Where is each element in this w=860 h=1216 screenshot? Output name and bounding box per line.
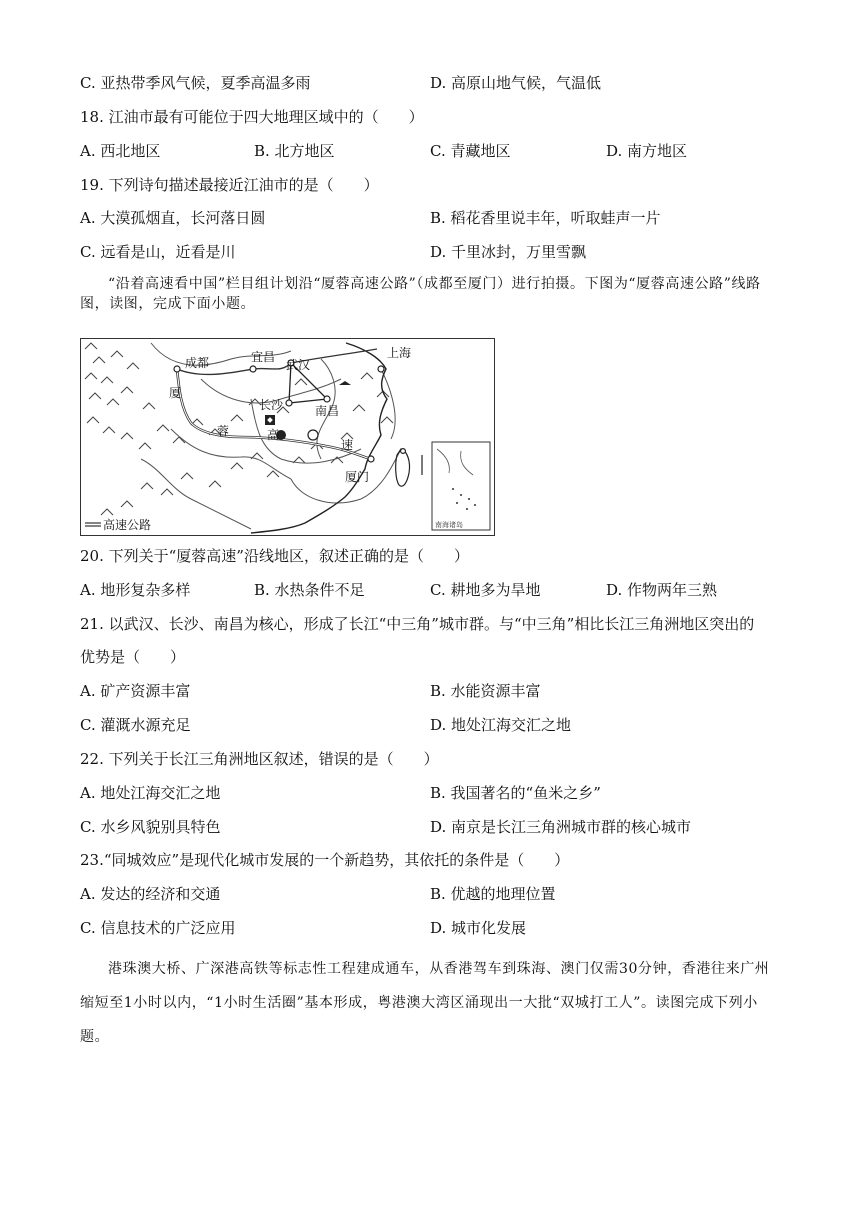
q22-option-c: C. 水乡风貌别具特色 — [80, 818, 221, 836]
q19-option-b: B. 稻花香里说丰年，听取蛙声一片 — [430, 209, 661, 227]
q18-option-c: C. 青藏地区 — [430, 142, 511, 160]
q23-option-d: D. 城市化发展 — [430, 919, 527, 937]
taiwan-island — [396, 449, 410, 486]
q23-option-a: A. 发达的经济和交通 — [80, 885, 221, 903]
south-china-sea-inset — [432, 442, 490, 530]
q22-option-a: A. 地处江海交汇之地 — [80, 784, 221, 802]
expressway-route-map — [80, 338, 495, 536]
q21-option-c: C. 灌溉水源充足 — [80, 716, 191, 734]
city-label-yichang: 宜昌 — [251, 350, 276, 364]
intro-paragraph-1: “沿着高速看中国”栏目组计划沿“厦蓉高速公路”（成都至厦门）进行拍摄。下图为“厦蓉高速公路”线路图，读图，完成下面小题。 — [80, 276, 761, 312]
q19-option-c: C. 远看是山，近看是川 — [80, 243, 236, 261]
q18-stem: 18. 江油市最有可能位于四大地理区域中的（ ） — [80, 108, 424, 126]
q21-option-d: D. 地处江海交汇之地 — [430, 716, 572, 734]
route-label-su: 速 — [341, 438, 354, 452]
inset-label: 南海诸岛 — [435, 521, 463, 529]
city-label-xiamen: 厦门 — [345, 470, 370, 484]
q20-option-c: C. 耕地多为旱地 — [430, 581, 541, 599]
q22-option-d: D. 南京是长江三角洲城市群的核心城市 — [430, 818, 692, 836]
q20-option-a: A. 地形复杂多样 — [80, 581, 191, 599]
route-label-xia: 厦 — [169, 386, 182, 400]
q21-stem-line2: 优势是（ ） — [80, 648, 186, 666]
q23-stem: 23.“同城效应”是现代化城市发展的一个新趋势，其依托的条件是（ ） — [80, 851, 570, 869]
q17-option-c: C. 亚热带季风气候，夏季高温多雨 — [80, 74, 311, 92]
q21-option-b: B. 水能资源丰富 — [430, 682, 541, 700]
city-label-chengdu: 成都 — [185, 356, 210, 370]
route-label-gao: 高 — [267, 428, 280, 442]
legend-label: 高速公路 — [103, 518, 152, 532]
q22-option-b: B. 我国著名的“鱼米之乡” — [430, 784, 601, 802]
q17-option-d: D. 高原山地气候，气温低 — [430, 74, 602, 92]
route-label-rong: 蓉 — [217, 424, 230, 438]
q18-option-b: B. 北方地区 — [254, 142, 335, 160]
city-label-shanghai: 上海 — [387, 346, 412, 360]
q21-option-a: A. 矿产资源丰富 — [80, 682, 191, 700]
terrain-hatching — [85, 343, 393, 515]
q20-option-b: B. 水热条件不足 — [254, 581, 365, 599]
city-label-nanchang: 南昌 — [315, 404, 340, 418]
city-label-changsha: 长沙 — [259, 398, 284, 412]
q22-stem: 22. 下列关于长江三角洲地区叙述，错误的是（ ） — [80, 750, 439, 768]
map-legend — [85, 517, 151, 532]
q23-option-b: B. 优越的地理位置 — [430, 885, 556, 903]
q19-stem: 19. 下列诗句描述最接近江油市的是（ ） — [80, 176, 379, 194]
q20-stem: 20. 下列关于“厦蓉高速”沿线地区，叙述正确的是（ ） — [80, 547, 469, 565]
city-label-wuhan: 武汉 — [286, 358, 311, 372]
q20-option-d: D. 作物两年三熟 — [606, 581, 718, 599]
q23-option-c: C. 信息技术的广泛应用 — [80, 919, 236, 937]
q19-option-a: A. 大漠孤烟直，长河落日圆 — [80, 209, 266, 227]
intro-paragraph-2: 港珠澳大桥、广深港高铁等标志性工程建成通车，从香港驾车到珠海、澳门仅需30分钟，香港往来广州缩短至1小时以内，“1小时生活圈”基本形成，粤港澳大湾区涌现出一大批“双城打工人”。读图完成下列小题。 — [80, 961, 770, 1045]
city-markers — [174, 360, 405, 462]
q19-option-d: D. 千里冰封，万里雪飘 — [430, 243, 587, 261]
q21-stem-line1: 21. 以武汉、长沙、南昌为核心，形成了长江“中三角”城市群。与“中三角”相比长江三角洲地区突出的 — [80, 615, 755, 633]
q18-option-a: A. 西北地区 — [80, 142, 161, 160]
q18-option-d: D. 南方地区 — [606, 142, 688, 160]
